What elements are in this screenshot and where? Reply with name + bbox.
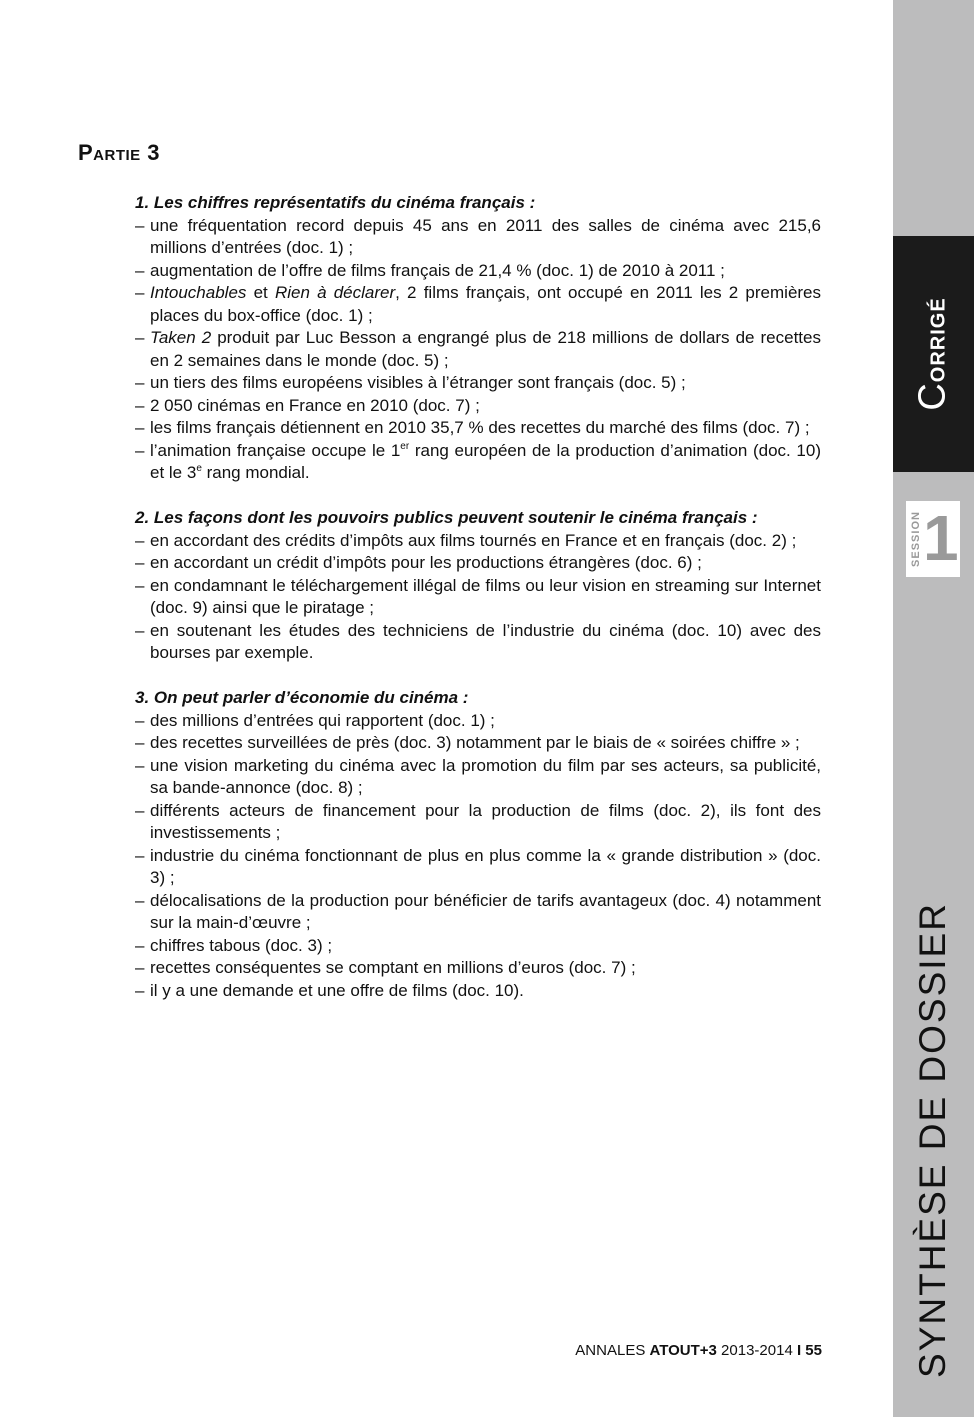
page-title: Partie 3 — [78, 140, 161, 165]
session-number: 1 — [923, 502, 959, 574]
list-item: – une vision marketing du cinéma avec la promotion du film par ses acteurs, sa publicité, sa bande-annonce (doc. 8) ; — [135, 755, 821, 797]
list-item: – les films français détiennent en 2010 35,7 % des recettes du marché des films (doc. 7) ; — [135, 418, 810, 437]
list-item: – il y a une demande et une offre de films (doc. 10). — [135, 980, 524, 1000]
section-3 — [135, 687, 821, 1002]
session-label: SESSION — [910, 511, 922, 567]
section-1 — [135, 192, 821, 485]
list-item: – en accordant des crédits d’impôts aux films tournés en France et en français (doc. 2) ; — [135, 530, 797, 550]
page-footer: ANNALES ATOUT+3 2013-2014 I 55 — [575, 1342, 822, 1359]
list-item: – Taken 2 produit par Luc Besson a engrangé plus de 218 millions de dollars de recettes en 2 semaines dans le monde (doc. 5) ; — [135, 328, 821, 370]
section-title: 2. Les façons dont les pouvoirs publics peuvent soutenir le cinéma français : — [135, 508, 758, 527]
film-title: Intouchables — [150, 283, 247, 302]
list-item: – délocalisations de la production pour bénéficier de tarifs avantageux (doc. 4) notamment sur la main-d’œuvre ; — [135, 890, 821, 932]
list-item: – chiffres tabous (doc. 3) ; — [135, 935, 333, 955]
list-item: – différents acteurs de financement pour la production de films (doc. 2), ils font des investissements ; — [135, 800, 821, 842]
main-content — [135, 192, 821, 1025]
list-item: – recettes conséquentes se comptant en millions d’euros (doc. 7) ; — [135, 958, 636, 977]
list-item: – en soutenant les études des techniciens de l’industrie du cinéma (doc. 10) avec des bourses par exemple. — [135, 620, 821, 662]
list-item: – un tiers des films européens visibles à l’étranger sont français (doc. 5) ; — [135, 373, 686, 392]
list-item: – des millions d’entrées qui rapportent (doc. 1) ; — [135, 710, 495, 730]
section-title: 1. Les chiffres représentatifs du cinéma français : — [135, 193, 536, 212]
list-item: – Intouchables et Rien à déclarer, 2 films français, ont occupé en 2011 les 2 premières places du box-office (doc. 1) ; — [135, 283, 822, 325]
list-item: – des recettes surveillées de près (doc. 3) notamment par le biais de « soirées chiffre » ; — [135, 733, 800, 752]
film-title: Taken 2 — [150, 328, 212, 347]
film-title: Rien à déclarer — [274, 283, 396, 302]
list-item: – industrie du cinéma fonctionnant de plus en plus comme la « grande distribution » (doc. 3) ; — [135, 845, 821, 887]
list-item: – en accordant un crédit d’impôts pour les productions étrangères (doc. 6) ; — [135, 553, 702, 572]
page-number: 55 — [801, 1342, 822, 1359]
list-item: – en condamnant le téléchargement illégal de films ou leur vision en streaming sur Internet (doc. 9) ainsi que le piratage ; — [135, 575, 821, 617]
list-item: – une fréquentation record depuis 45 ans en 2011 des salles de cinéma avec 215,6 millions d’entrées (doc. 1) ; — [135, 215, 821, 257]
section-2 — [135, 507, 821, 665]
corrige-label: Corrigé — [911, 297, 954, 411]
list-item: – 2 050 cinémas en France en 2010 (doc. 7) ; — [135, 395, 480, 415]
synthese-label: SYNTHÈSE DE DOSSIER — [912, 902, 953, 1378]
list-item: – l’animation française occupe le 1er rang européen de la production d’animation (doc. 10) et le 3e rang mondial. — [135, 440, 821, 482]
list-item: – augmentation de l’offre de films français de 21,4 % (doc. 1) de 2010 à 2011 ; — [135, 260, 725, 280]
brand-name: ATOUT+3 — [649, 1342, 717, 1359]
section-title: 3. On peut parler d’économie du cinéma : — [135, 688, 469, 707]
